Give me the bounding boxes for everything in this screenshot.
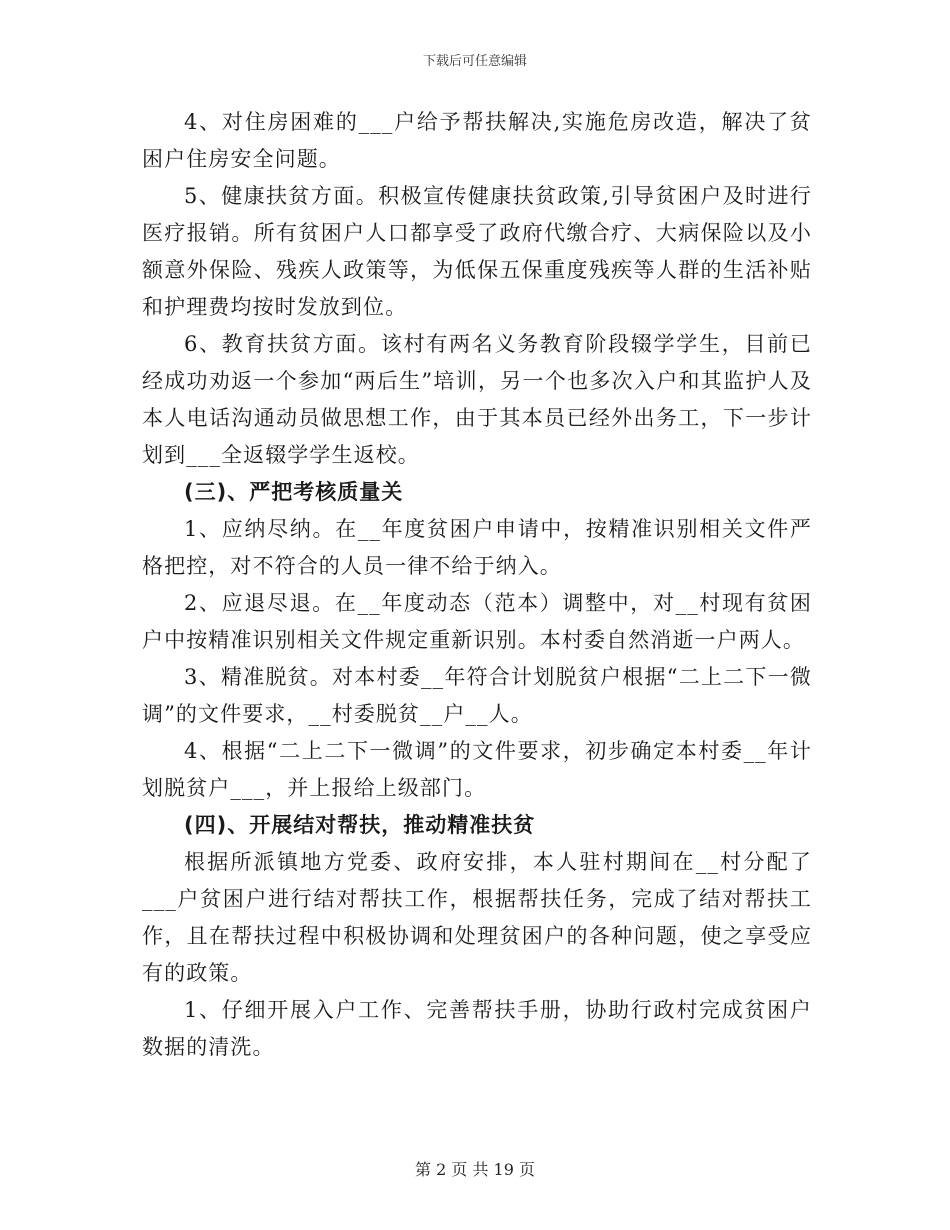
- paragraph-exit: 2、应退尽退。在__年度动态（范本）调整中，对__村现有贫困户中按精准识别相关文件规定重新识别。本村委自然消逝一户两人。: [142, 591, 812, 652]
- page-number: 第 2 页 共 19 页: [415, 1160, 535, 1179]
- section-heading-3: (三)、严把考核质量关: [184, 480, 404, 504]
- paragraph-poverty-exit: 3、精准脱贫。对本村委__年符合计划脱贫户根据“二上二下一微调”的文件要求，__村委脱贫__户__人。: [142, 665, 812, 726]
- paragraph-education: 6、教育扶贫方面。该村有两名义务教育阶段辍学学生，目前已经成功劝返一个参加“两后生”培训，另一个也多次入户和其监护人及本人电话沟通动员做思想工作，由于其本员已经外出务工，下一步计划到___全返辍学学生返校。: [142, 332, 812, 467]
- page-header-note: 下载后可任意编辑: [422, 54, 527, 69]
- document-body: [142, 104, 812, 1066]
- paragraph-health: 5、健康扶贫方面。积极宣传健康扶贫政策,引导贫困户及时进行医疗报销。所有贫困户人口都享受了政府代缴合疗、大病保险以及小额意外保险、残疾人政策等，为低保五保重度残疾等人群的生活补贴和护理费均按时发放到位。: [142, 184, 812, 319]
- paragraph-include: 1、应纳尽纳。在__年度贫困户申请中，按精准识别相关文件严格把控，对不符合的人员一律不给于纳入。: [142, 517, 812, 578]
- paragraph-household-visit: 1、仔细开展入户工作、完善帮扶手册，协助行政村完成贫困户数据的清洗。: [142, 998, 812, 1059]
- paragraph-pairing: 根据所派镇地方党委、政府安排，本人驻村期间在__村分配了___户贫困户进行结对帮扶工作，根据帮扶任务，完成了结对帮扶工作，且在帮扶过程中积极协调和处理贫困户的各种问题，使之享受应有的政策。: [142, 850, 812, 985]
- paragraph-plan: 4、根据“二上二下一微调”的文件要求，初步确定本村委__年计划脱贫户___，并上报给上级部门。: [142, 739, 812, 800]
- paragraph-housing: 4、对住房困难的___户给予帮扶解决,实施危房改造，解决了贫困户住房安全问题。: [142, 110, 812, 171]
- section-heading-4: (四)、开展结对帮扶，推动精准扶贫: [184, 813, 536, 837]
